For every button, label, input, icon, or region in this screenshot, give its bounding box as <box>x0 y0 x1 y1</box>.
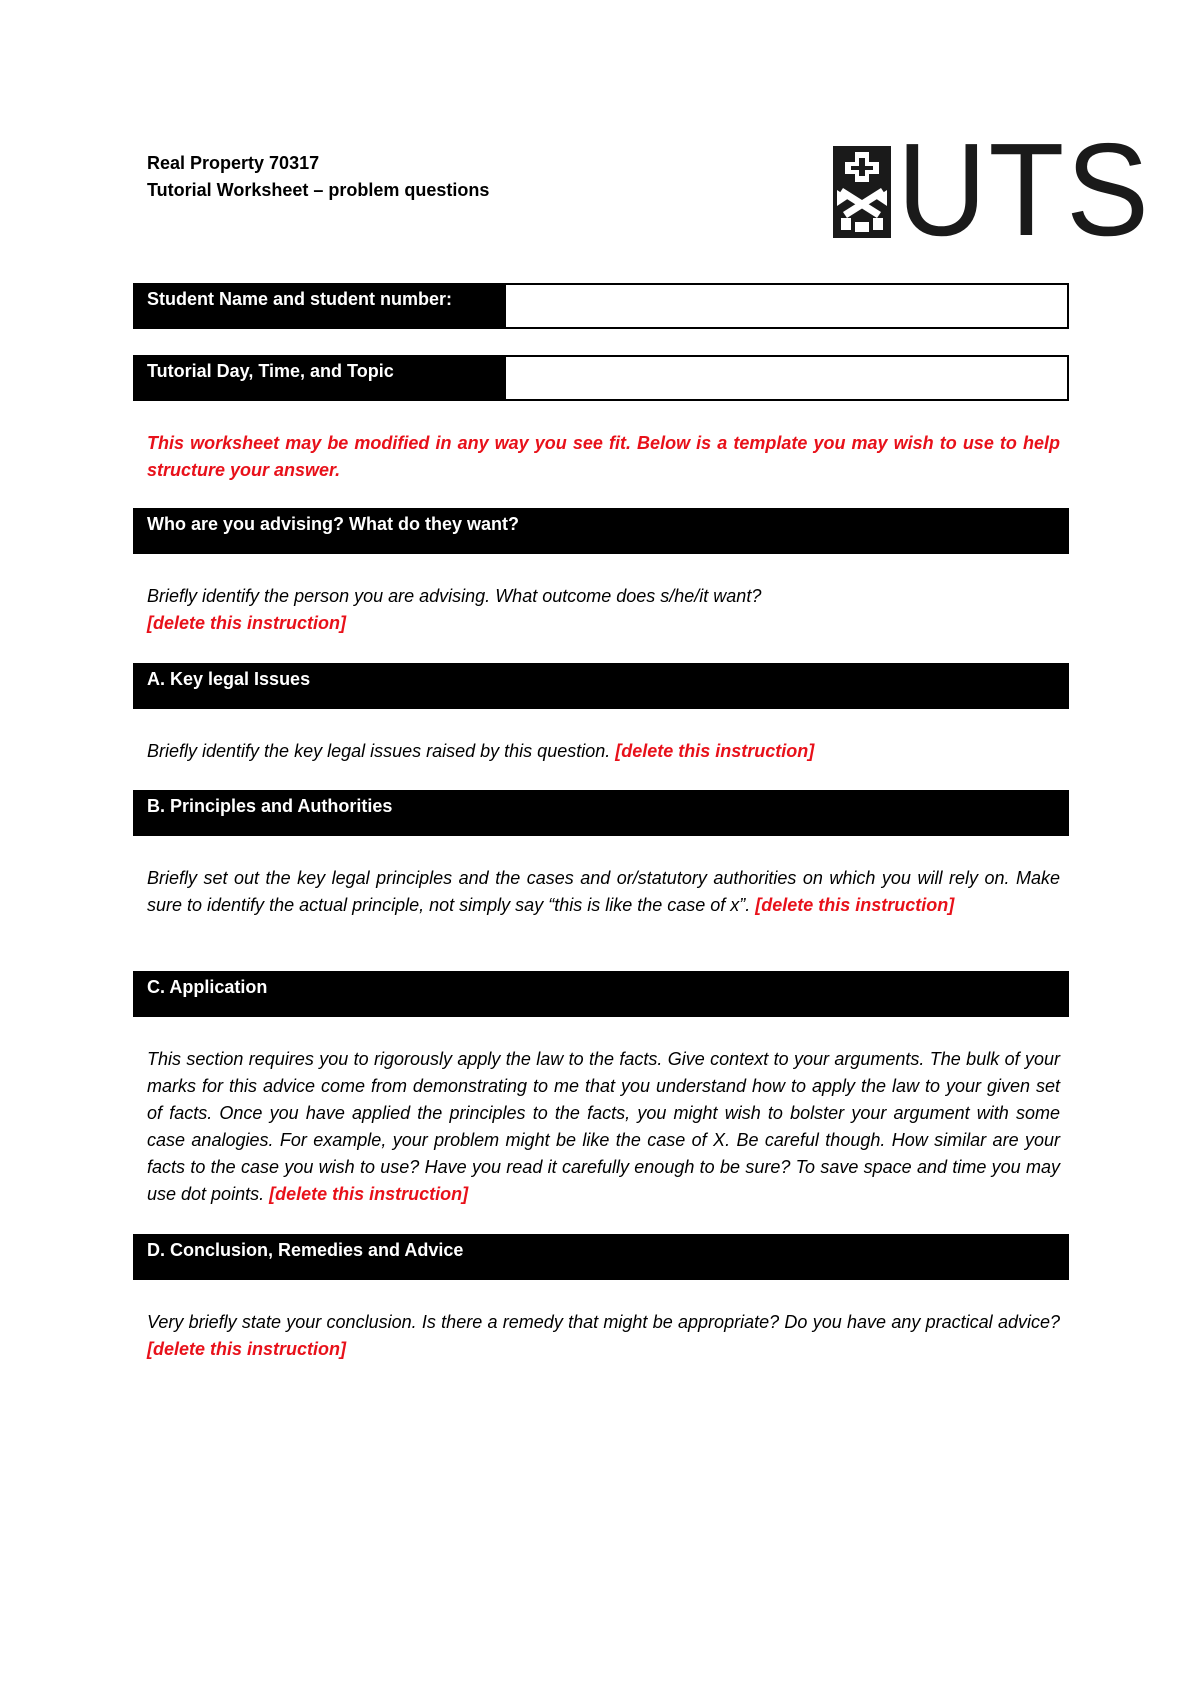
student-field-row <box>133 283 1069 329</box>
delete-instruction-tag: [delete this instruction] <box>147 1339 347 1359</box>
delete-instruction-tag: [delete this instruction] <box>147 613 347 633</box>
section-text-conclusion <box>147 1309 1060 1363</box>
delete-instruction-tag: [delete this instruction] <box>269 1184 469 1204</box>
student-field-label: Student Name and student number: <box>133 283 506 329</box>
section-text-principles <box>147 865 1060 919</box>
section-text-application <box>147 1046 1060 1208</box>
section-body-issues: Briefly identify the key legal issues raised by this question. <box>147 741 616 761</box>
section-body-principles: Briefly set out the key legal principles and the cases and or/statutory authorities on which you will rely on. Make sure to identify the actual principle, not simply say “this is like the case of x”. <box>147 868 1060 915</box>
delete-instruction-tag: [delete this instruction] <box>615 741 815 761</box>
uts-crest-icon <box>833 146 891 238</box>
section-text-who <box>147 583 1060 637</box>
tutorial-field-row <box>133 355 1069 401</box>
section-heading-conclusion: D. Conclusion, Remedies and Advice <box>133 1234 1069 1280</box>
delete-instruction-tag: [delete this instruction] <box>755 895 955 915</box>
section-text-issues <box>147 738 1060 765</box>
section-body-application: This section requires you to rigorously apply the law to the facts. Give context to your arguments. The bulk of your marks for this advice come from demonstrating to me that you understand how to apply the law to your given set of facts. Once you have applied the principles to the facts, you might wish to bolster your argument with some case analogies. For example, your problem might be like the case of X. Be careful though. How similar are your facts to the case you wish to use? Have you read it carefully enough to be sure? To save space and time you may use dot points. <box>147 1049 1060 1204</box>
section-heading-issues: A. Key legal Issues <box>133 663 1069 709</box>
worksheet-title: Tutorial Worksheet – problem questions <box>147 180 490 200</box>
section-body-conclusion: Very briefly state your conclusion. Is there a remedy that might be appropriate? Do you have any practical advice? <box>147 1312 1060 1332</box>
uts-logo <box>833 116 1151 263</box>
student-field-input[interactable] <box>506 283 1069 329</box>
section-heading-application: C. Application <box>133 971 1069 1017</box>
section-body-who: Briefly identify the person you are advising. What outcome does s/he/it want? <box>147 586 762 606</box>
title-block <box>147 150 489 204</box>
course-title: Real Property 70317 <box>147 153 320 173</box>
tutorial-field-input[interactable] <box>506 355 1069 401</box>
section-heading-principles: B. Principles and Authorities <box>133 790 1069 836</box>
section-heading-who: Who are you advising? What do they want? <box>133 508 1069 554</box>
intro-note: This worksheet may be modified in any way you see fit. Below is a template you may wish to use to help structure your answer. <box>147 433 1060 480</box>
uts-logo-text: UTS <box>897 116 1151 263</box>
tutorial-field-label: Tutorial Day, Time, and Topic <box>133 355 506 401</box>
